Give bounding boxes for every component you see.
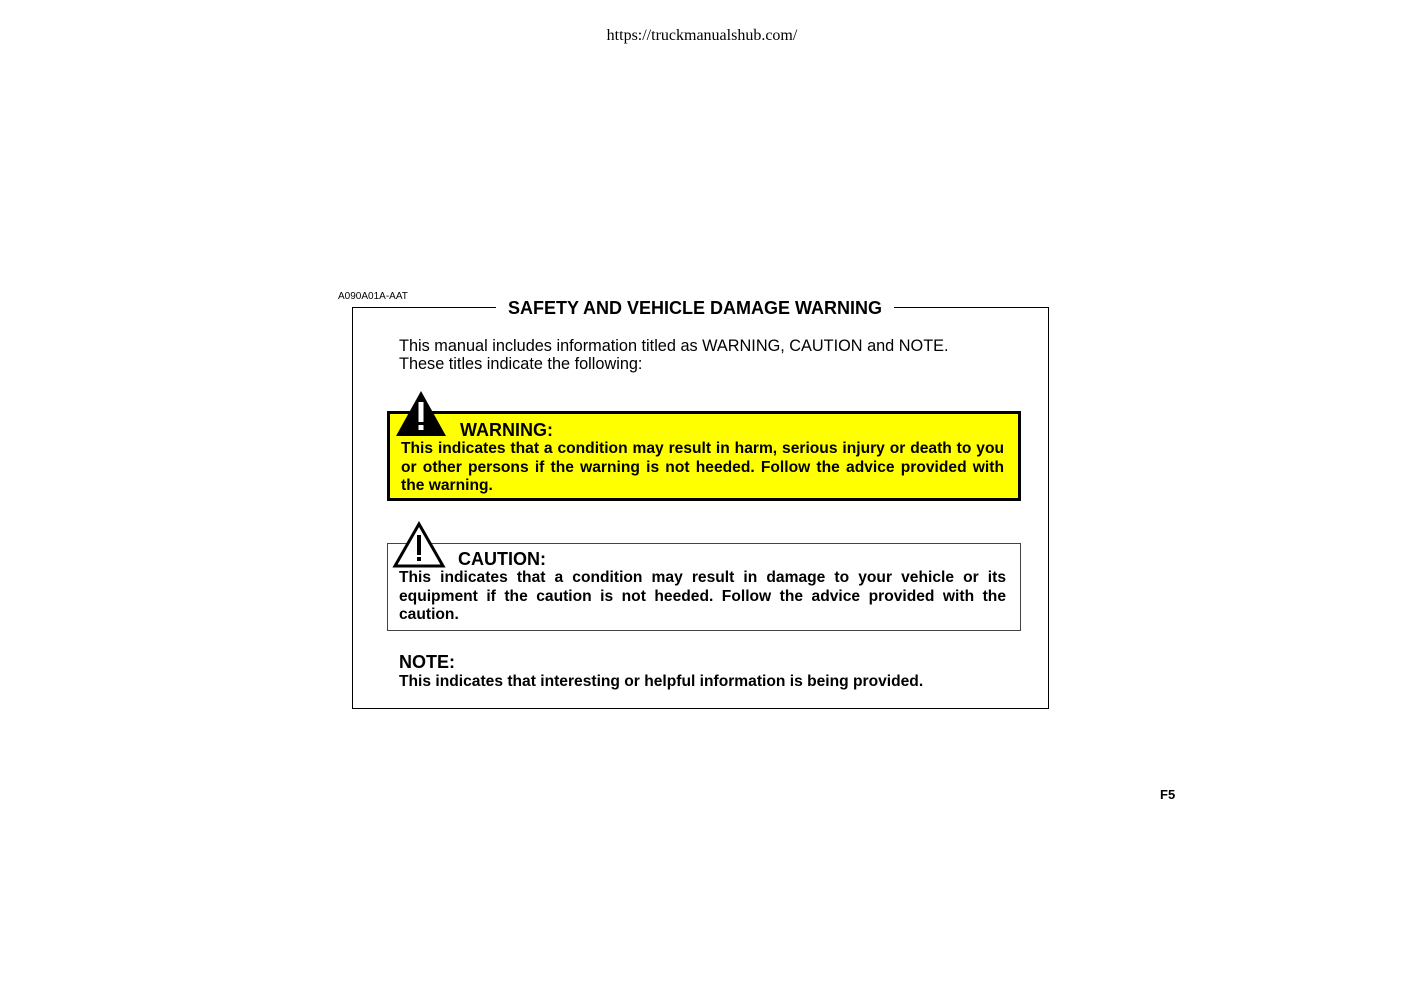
source-url: https://truckmanualshub.com/ bbox=[606, 27, 798, 44]
note-title: NOTE: bbox=[399, 652, 455, 672]
warning-text: This indicates that a condition may result in harm, serious injury or death to you or other persons if the warning is not heeded. Follow the advice provided with the warning. bbox=[401, 440, 1004, 495]
page-number: F5 bbox=[1160, 787, 1176, 802]
caution-triangle-outline-icon bbox=[392, 521, 446, 569]
caution-text: This indicates that a condition may result in damage to your vehicle or its equipment if the caution is not heeded. Follow the advice provided with the caution. bbox=[399, 569, 1006, 624]
intro-paragraph bbox=[399, 337, 949, 373]
page-title: SAFETY AND VEHICLE DAMAGE WARNING bbox=[496, 298, 894, 318]
intro-line-1: This manual includes information titled as WARNING, CAUTION and NOTE. bbox=[399, 337, 949, 355]
note-text: This indicates that interesting or helpful information is being provided. bbox=[399, 673, 924, 690]
section-code: A090A01A-AAT bbox=[338, 291, 408, 302]
caution-box bbox=[387, 543, 1021, 631]
warning-triangle-filled-icon bbox=[394, 390, 448, 438]
intro-line-2: These titles indicate the following: bbox=[399, 355, 643, 373]
warning-box bbox=[387, 411, 1021, 501]
caution-title: CAUTION: bbox=[458, 549, 546, 569]
safety-notice-frame bbox=[352, 298, 1049, 709]
warning-title: WARNING: bbox=[460, 420, 553, 440]
